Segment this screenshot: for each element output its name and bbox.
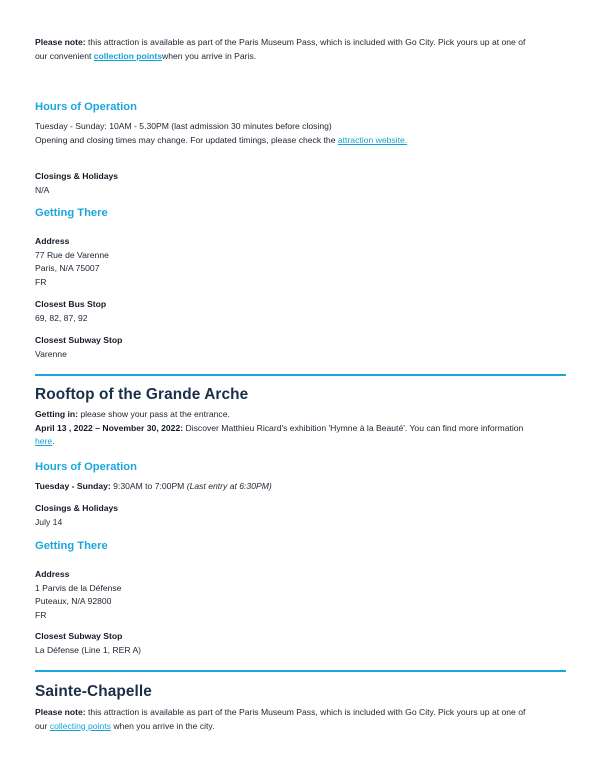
intro-note: [35, 36, 566, 63]
closings-value: N/A: [35, 184, 50, 195]
getting-in-block: [35, 408, 566, 449]
section-divider: [35, 670, 566, 672]
address-line: FR: [35, 276, 47, 287]
bus-stop-block: [35, 298, 566, 325]
note-label: Please note:: [35, 707, 86, 717]
closings-block: [35, 502, 566, 529]
subway-stop-label: Closest Subway Stop: [35, 631, 123, 641]
hours-label: Tuesday - Sunday:: [35, 481, 111, 491]
subway-stop-value: Varenne: [35, 348, 67, 359]
hours-heading: Hours of Operation: [35, 461, 137, 473]
period: .: [52, 436, 55, 446]
intro-note: [35, 706, 566, 733]
subway-stop-value: La Défense (Line 1, RER A): [35, 644, 142, 655]
here-link[interactable]: here: [35, 436, 53, 446]
hours-block: [35, 480, 566, 494]
address-line: Puteaux, N/A 92800: [35, 596, 112, 606]
closings-label: Closings & Holidays: [35, 171, 119, 181]
getting-in-label: Getting in:: [35, 409, 78, 419]
address-line: 77 Rue de Varenne: [35, 249, 109, 260]
subway-stop-label: Closest Subway Stop: [35, 335, 123, 345]
bus-stop-value: 69, 82, 87, 92: [35, 312, 88, 323]
bus-stop-label: Closest Bus Stop: [35, 299, 107, 309]
hours-text: 9:30AM to 7:00PM: [110, 481, 187, 491]
collecting-points-link[interactable]: collecting points: [49, 720, 111, 731]
section-divider: [35, 374, 566, 376]
hours-block: [35, 120, 566, 147]
closings-value: July 14: [35, 516, 63, 527]
note-text-line2: our: [35, 720, 50, 731]
hours-line: Tuesday - Sunday: 10AM - 5.30PM (last admission 30 minutes before closing): [35, 121, 332, 131]
getting-in-text: please show your pass at the entrance.: [77, 409, 230, 419]
hours-heading: Hours of Operation: [35, 101, 137, 113]
exhibition-dates: April 13 , 2022 – November 30, 2022:: [35, 422, 184, 433]
note-label: Please note:: [35, 37, 86, 47]
note-text-after: when you arrive in the city.: [110, 720, 215, 731]
note-text-line2: our convenient: [35, 50, 94, 61]
hours-note: Opening and closing times may change. For updated timings, please check the: [35, 134, 338, 145]
note-text-after: when you arrive in Paris.: [162, 50, 257, 61]
note-text: this attraction is available as part of the Paris Museum Pass, which is included with Go City. Pick yours up at one of: [85, 37, 526, 47]
closings-label: Closings & Holidays: [35, 503, 119, 513]
address-label: Address: [35, 236, 70, 246]
exhibition-text: Discover Matthieu Ricard's exhibition 'Hymne à la Beauté'. You can find more information: [183, 422, 524, 433]
collection-points-link[interactable]: collection points: [93, 50, 163, 61]
attraction-title: Rooftop of the Grande Arche: [35, 386, 249, 403]
address-label: Address: [35, 569, 70, 579]
subway-stop-block: [35, 334, 566, 361]
note-text: this attraction is available as part of the Paris Museum Pass, which is included with Go City. Pick yours up at one of: [85, 707, 526, 717]
attraction-title: Sainte-Chapelle: [35, 683, 152, 700]
address-line: FR: [35, 609, 47, 620]
address-line: 1 Parvis de la Défense: [35, 582, 122, 593]
attraction-website-link[interactable]: attraction website.: [337, 134, 408, 145]
closings-block: [35, 170, 566, 197]
last-entry-note: (Last entry at 6:30PM): [186, 481, 272, 491]
subway-stop-block: [35, 630, 566, 657]
getting-there-heading: Getting There: [35, 540, 108, 552]
address-block: [35, 568, 566, 622]
address-block: [35, 235, 566, 289]
address-line: Paris, N/A 75007: [35, 263, 100, 273]
getting-there-heading: Getting There: [35, 207, 108, 219]
